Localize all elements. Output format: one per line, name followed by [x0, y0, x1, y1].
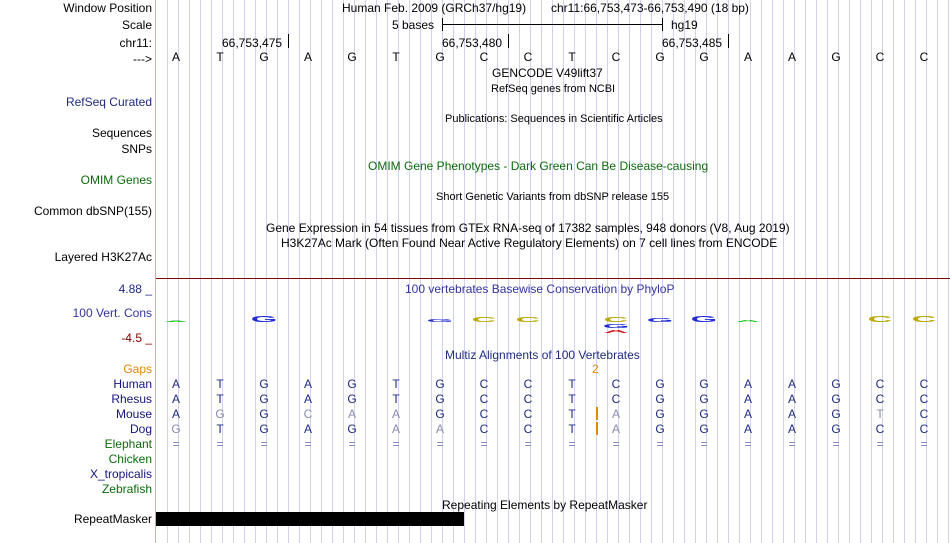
phylop-logo: [0, 300, 950, 336]
phylop-glyph: A: [603, 329, 629, 335]
reference-base: C: [875, 50, 885, 64]
alignment-base: =: [744, 437, 752, 451]
alignment-base: C: [875, 422, 885, 436]
gaps-value: 2: [592, 362, 599, 376]
alignment-base: =: [480, 437, 488, 451]
assembly-text: Human Feb. 2009 (GRCh37/hg19): [342, 1, 527, 15]
alignment-base: G: [435, 377, 445, 391]
phylop-glyph: C: [911, 314, 937, 325]
h3k27ac-track-title[interactable]: H3K27Ac Mark (Often Found Near Active Regulatory Elements) on 7 cell lines from ENCODE: [281, 236, 778, 250]
window-position-label: Window Position: [63, 1, 152, 15]
position-text[interactable]: chr11:66,753,473-66,753,490 (18 bp): [551, 1, 749, 15]
reference-base: A: [743, 50, 752, 64]
omim-track-title[interactable]: OMIM Gene Phenotypes - Dark Green Can Be Disease-causing: [368, 159, 709, 173]
alignment-base: A: [787, 422, 796, 436]
alignment-base: A: [171, 407, 180, 421]
coord-tick-mark-1: [288, 34, 289, 48]
alignment-base: G: [699, 392, 709, 406]
alignment-base: G: [347, 377, 357, 391]
alignment-base: =: [348, 437, 356, 451]
alignment-base: C: [919, 377, 929, 391]
alignment-base: =: [876, 437, 884, 451]
alignment-base: C: [523, 377, 533, 391]
alignment-base: A: [303, 422, 312, 436]
dbsnp-track-label[interactable]: Common dbSNP(155): [33, 204, 152, 218]
reference-base: G: [259, 50, 269, 64]
reference-base: C: [479, 50, 489, 64]
phylop-glyph: G: [426, 318, 454, 324]
alignment-base: A: [743, 407, 752, 421]
omim-track-label[interactable]: OMIM Genes: [80, 173, 152, 187]
scale-text: 5 bases: [392, 18, 435, 32]
alignment-base: =: [700, 437, 708, 451]
alignment-base: A: [787, 407, 796, 421]
phylop-glyph: C: [603, 316, 629, 324]
alignment-base: A: [171, 392, 180, 406]
species-label[interactable]: Human: [113, 377, 152, 391]
alignment-base: T: [392, 377, 400, 391]
h3k27ac-track-label[interactable]: Layered H3K27Ac: [54, 250, 152, 264]
alignment-base: T: [568, 422, 576, 436]
alignment-base: A: [787, 377, 796, 391]
multiz-track-title[interactable]: Multiz Alignments of 100 Vertebrates: [445, 348, 640, 362]
species-label[interactable]: Elephant: [104, 437, 152, 451]
scale-db: hg19: [671, 18, 698, 32]
coord-tick-mark-2: [508, 34, 509, 48]
publications-track-title[interactable]: Publications: Sequences in Scientific Articles: [445, 113, 663, 125]
alignment-base: C: [611, 392, 621, 406]
alignment-base: G: [699, 422, 709, 436]
alignment-base: A: [611, 422, 620, 436]
alignment-base: A: [303, 377, 312, 391]
insertion-marker[interactable]: [596, 422, 598, 435]
species-label[interactable]: X_tropicalis: [89, 467, 152, 481]
insertion-marker[interactable]: [596, 407, 598, 420]
alignment-base: =: [788, 437, 796, 451]
alignment-base: G: [699, 407, 709, 421]
species-label[interactable]: Mouse: [115, 407, 152, 421]
alignment-base: =: [568, 437, 576, 451]
alignment-base: G: [655, 392, 665, 406]
alignment-base: C: [919, 407, 929, 421]
reference-base: G: [699, 50, 709, 64]
alignment-base: G: [215, 407, 225, 421]
alignment-base: T: [216, 392, 224, 406]
alignment-base: G: [259, 407, 269, 421]
alignment-base: C: [919, 422, 929, 436]
alignment-base: T: [216, 422, 224, 436]
refseq-track-subtitle[interactable]: RefSeq genes from NCBI: [491, 83, 616, 95]
alignment-base: A: [303, 392, 312, 406]
reference-base: G: [831, 50, 841, 64]
alignment-base: A: [743, 377, 752, 391]
alignment-base: G: [259, 392, 269, 406]
alignment-base: C: [523, 407, 533, 421]
alignment-base: C: [523, 392, 533, 406]
alignment-base: C: [479, 422, 489, 436]
species-label[interactable]: Chicken: [108, 452, 152, 466]
alignment-base: =: [524, 437, 532, 451]
gencode-track-title[interactable]: GENCODE V49lift37: [492, 66, 603, 80]
reference-base: G: [435, 50, 445, 64]
alignment-base: =: [172, 437, 180, 451]
reference-base: A: [171, 50, 180, 64]
alignment-base: A: [611, 407, 620, 421]
reference-base: A: [303, 50, 312, 64]
refseq-track-label[interactable]: RefSeq Curated: [65, 95, 152, 109]
alignment-base: G: [347, 392, 357, 406]
alignment-base: =: [216, 437, 224, 451]
alignment-base: T: [876, 407, 884, 421]
phylop-glyph: G: [690, 314, 718, 325]
alignment-base: G: [831, 407, 841, 421]
gtex-track-title[interactable]: Gene Expression in 54 tissues from GTEx RNA-seq of 17382 samples, 948 donors (V8, Aug 2019): [266, 221, 790, 235]
phylop-track-title[interactable]: 100 vertebrates Basewise Conservation by PhyloP: [405, 282, 675, 296]
alignment-base: C: [479, 407, 489, 421]
alignment-base: G: [655, 377, 665, 391]
alignment-base: T: [392, 392, 400, 406]
phylop-glyph: G: [602, 323, 630, 330]
alignment-base: A: [787, 392, 796, 406]
alignment-base: G: [655, 407, 665, 421]
alignment-base: C: [611, 377, 621, 391]
alignment-base: G: [171, 422, 181, 436]
phylop-glyph: A: [735, 319, 761, 323]
alignment-base: G: [347, 422, 357, 436]
repeatmasker-track-title[interactable]: Repeating Elements by RepeatMasker: [442, 498, 648, 512]
alignment-base: C: [303, 407, 313, 421]
reference-base: C: [523, 50, 533, 64]
alignment-base: G: [655, 422, 665, 436]
alignment-base: A: [347, 407, 356, 421]
alignment-base: =: [304, 437, 312, 451]
alignment-base: G: [831, 422, 841, 436]
alignment-base: G: [699, 377, 709, 391]
alignment-base: G: [831, 392, 841, 406]
alignment-base: =: [656, 437, 664, 451]
alignment-base: C: [875, 392, 885, 406]
strand-label: --->: [133, 52, 152, 66]
dbsnp-track-title[interactable]: Short Genetic Variants from dbSNP release 155: [436, 191, 670, 203]
alignment-base: G: [435, 407, 445, 421]
alignment-base: T: [568, 377, 576, 391]
scale-label: Scale: [121, 18, 152, 32]
reference-base: C: [919, 50, 929, 64]
phylop-glyph: C: [515, 316, 541, 324]
alignment-base: A: [743, 422, 752, 436]
alignment-base: =: [260, 437, 268, 451]
phylop-glyph: G: [250, 314, 278, 325]
gaps-label[interactable]: Gaps: [123, 362, 152, 376]
alignment-base: G: [831, 377, 841, 391]
reference-base: G: [655, 50, 665, 64]
sequences-track-label[interactable]: Sequences: [91, 126, 152, 140]
alignment-base: =: [920, 437, 928, 451]
alignment-base: G: [259, 377, 269, 391]
coord-tick-mark-3: [728, 34, 729, 48]
phylop-max-label: 4.88 _: [118, 282, 152, 296]
alignment-base: A: [435, 422, 444, 436]
alignment-base: C: [479, 392, 489, 406]
alignment-base: =: [436, 437, 444, 451]
chrom-label: chr11:: [119, 36, 152, 50]
alignment-base: A: [171, 377, 180, 391]
alignment-base: T: [216, 377, 224, 391]
alignment-base: A: [391, 407, 400, 421]
repeatmasker-element[interactable]: [156, 512, 464, 526]
alignment-base: C: [523, 422, 533, 436]
phylop-glyph: G: [646, 317, 674, 324]
phylop-glyph: C: [471, 316, 497, 324]
coord-tick-1: 66,753,475: [222, 36, 283, 50]
alignment-base: T: [568, 392, 576, 406]
repeatmasker-track-label[interactable]: RepeatMasker: [73, 512, 152, 526]
scale-bar-left-tick: [442, 18, 443, 31]
alignment-base: G: [435, 392, 445, 406]
coord-tick-2: 66,753,480: [442, 36, 503, 50]
reference-base: T: [216, 50, 224, 64]
phylop-track-label[interactable]: 100 Vert. Cons: [72, 306, 152, 320]
alignment-base: C: [919, 392, 929, 406]
alignment-base: A: [391, 422, 400, 436]
alignment-base: =: [832, 437, 840, 451]
species-label[interactable]: Zebrafish: [101, 482, 152, 496]
alignment-base: T: [568, 407, 576, 421]
species-label[interactable]: Dog: [129, 422, 152, 436]
alignment-base: C: [479, 377, 489, 391]
species-label[interactable]: Rhesus: [111, 392, 152, 406]
phylop-min-label: -4.5 _: [121, 331, 152, 345]
reference-base: T: [568, 50, 576, 64]
alignment-base: G: [259, 422, 269, 436]
scale-bar: [442, 24, 663, 25]
alignment-base: A: [743, 392, 752, 406]
alignment-base: =: [392, 437, 400, 451]
coord-tick-3: 66,753,485: [662, 36, 723, 50]
reference-base: C: [611, 50, 621, 64]
alignment-base: =: [612, 437, 620, 451]
phylop-glyph: A: [163, 320, 189, 323]
reference-base: T: [392, 50, 400, 64]
reference-base: A: [787, 50, 796, 64]
h3k27ac-baseline: [156, 278, 950, 279]
snps-track-label[interactable]: SNPs: [121, 142, 152, 156]
alignment-base: C: [875, 377, 885, 391]
reference-base: G: [347, 50, 357, 64]
scale-bar-right-tick: [662, 18, 663, 31]
phylop-glyph: C: [867, 314, 893, 325]
